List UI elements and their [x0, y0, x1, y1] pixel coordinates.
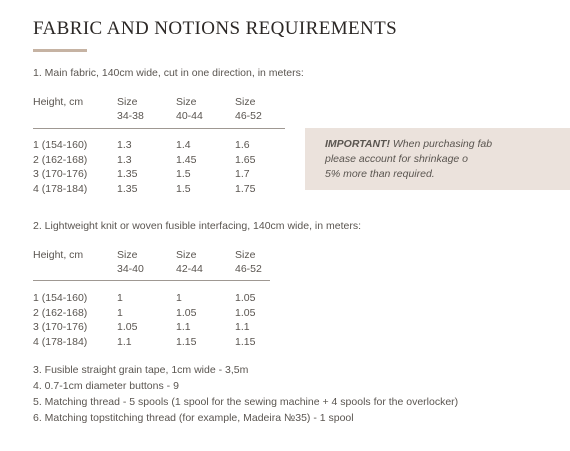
column-header	[117, 95, 144, 123]
table-cell: 4 (178-184)	[33, 182, 88, 195]
table-cell: 1.3	[117, 153, 132, 166]
table-header-rule	[33, 128, 285, 129]
table-cell: 2 (162-168)	[33, 153, 88, 166]
column-header	[235, 248, 262, 276]
table-cell: 1.3	[117, 139, 132, 151]
note-label: IMPORTANT!	[325, 138, 390, 150]
column-header	[235, 95, 262, 123]
table-cell: 1.35	[117, 182, 138, 195]
table-cell: 1.05	[176, 306, 197, 319]
column-header-line: 42-44	[176, 263, 203, 275]
note-line-1	[325, 137, 570, 152]
column-header-line: 46-52	[235, 110, 262, 122]
table-cell: 1.1	[176, 321, 191, 333]
table-cell: 3 (170-176)	[33, 168, 88, 180]
column-header	[117, 248, 144, 276]
table-cell: 1.65	[235, 153, 256, 166]
column-header-line: Size	[176, 96, 197, 108]
column-header-line: Height, cm	[33, 96, 84, 108]
column-header-line: Size	[176, 249, 197, 261]
table-cell: 1	[117, 306, 123, 319]
table-cell: 2 (162-168)	[33, 306, 88, 319]
column-header-line: 34-38	[117, 110, 144, 122]
table-cell: 1.5	[176, 182, 191, 195]
note-line-1-text: When purchasing fab	[389, 138, 493, 150]
table-cell: 1.15	[176, 335, 197, 348]
main-fabric-heading: 1. Main fabric, 140cm wide, cut in one direction, in meters:	[33, 67, 304, 79]
table-cell: 4 (178-184)	[33, 335, 88, 348]
column-header-line: Size	[117, 249, 138, 261]
important-note	[305, 128, 570, 190]
notions-item: 3. Fusible straight grain tape, 1cm wide - 3,5m	[33, 364, 249, 376]
column-header-line: Size	[235, 96, 256, 108]
table-cell: 1.1	[117, 335, 132, 348]
table-cell: 1	[117, 292, 123, 304]
table-cell: 3 (170-176)	[33, 321, 88, 333]
note-line-3: 5% more than required.	[325, 168, 435, 180]
notions-item: 5. Matching thread - 5 spools (1 spool for the sewing machine + 4 spools for the overlocker)	[33, 396, 459, 408]
column-header	[33, 248, 83, 262]
table-cell: 1.1	[235, 321, 250, 333]
note-line-2: please account for shrinkage o	[325, 153, 469, 165]
column-header-line: Size	[117, 96, 138, 108]
column-header-line: 46-52	[235, 263, 262, 275]
column-header	[33, 95, 83, 109]
title-accent-rule	[33, 49, 87, 52]
table-cell: 1.6	[235, 139, 250, 151]
table-header-rule	[33, 280, 270, 281]
table-cell: 1.45	[176, 153, 197, 166]
page-title: FABRIC AND NOTIONS REQUIREMENTS	[33, 18, 398, 39]
table-cell: 1.4	[176, 139, 191, 151]
table-cell: 1.15	[235, 335, 256, 348]
column-header-line: 34-40	[117, 263, 144, 275]
notions-item: 4. 0.7-1cm diameter buttons - 9	[33, 380, 179, 392]
table-cell: 1	[176, 292, 182, 304]
column-header	[176, 248, 203, 276]
interfacing-heading: 2. Lightweight knit or woven fusible interfacing, 140cm wide, in meters:	[33, 220, 361, 232]
table-cell: 1.05	[117, 321, 138, 333]
table-cell: 1 (154-160)	[33, 292, 88, 304]
table-cell: 1.5	[176, 168, 191, 180]
table-cell: 1.05	[235, 292, 256, 304]
table-cell: 1 (154-160)	[33, 139, 88, 151]
table-cell: 1.35	[117, 168, 138, 180]
table-cell: 1.05	[235, 306, 256, 319]
column-header-line: Size	[235, 249, 256, 261]
column-header-line: Height, cm	[33, 249, 84, 261]
column-header-line: 40-44	[176, 110, 203, 122]
table-cell: 1.75	[235, 182, 256, 195]
column-header	[176, 95, 203, 123]
table-cell: 1.7	[235, 168, 250, 180]
notions-item: 6. Matching topstitching thread (for example, Madeira №35) - 1 spool	[33, 412, 354, 424]
